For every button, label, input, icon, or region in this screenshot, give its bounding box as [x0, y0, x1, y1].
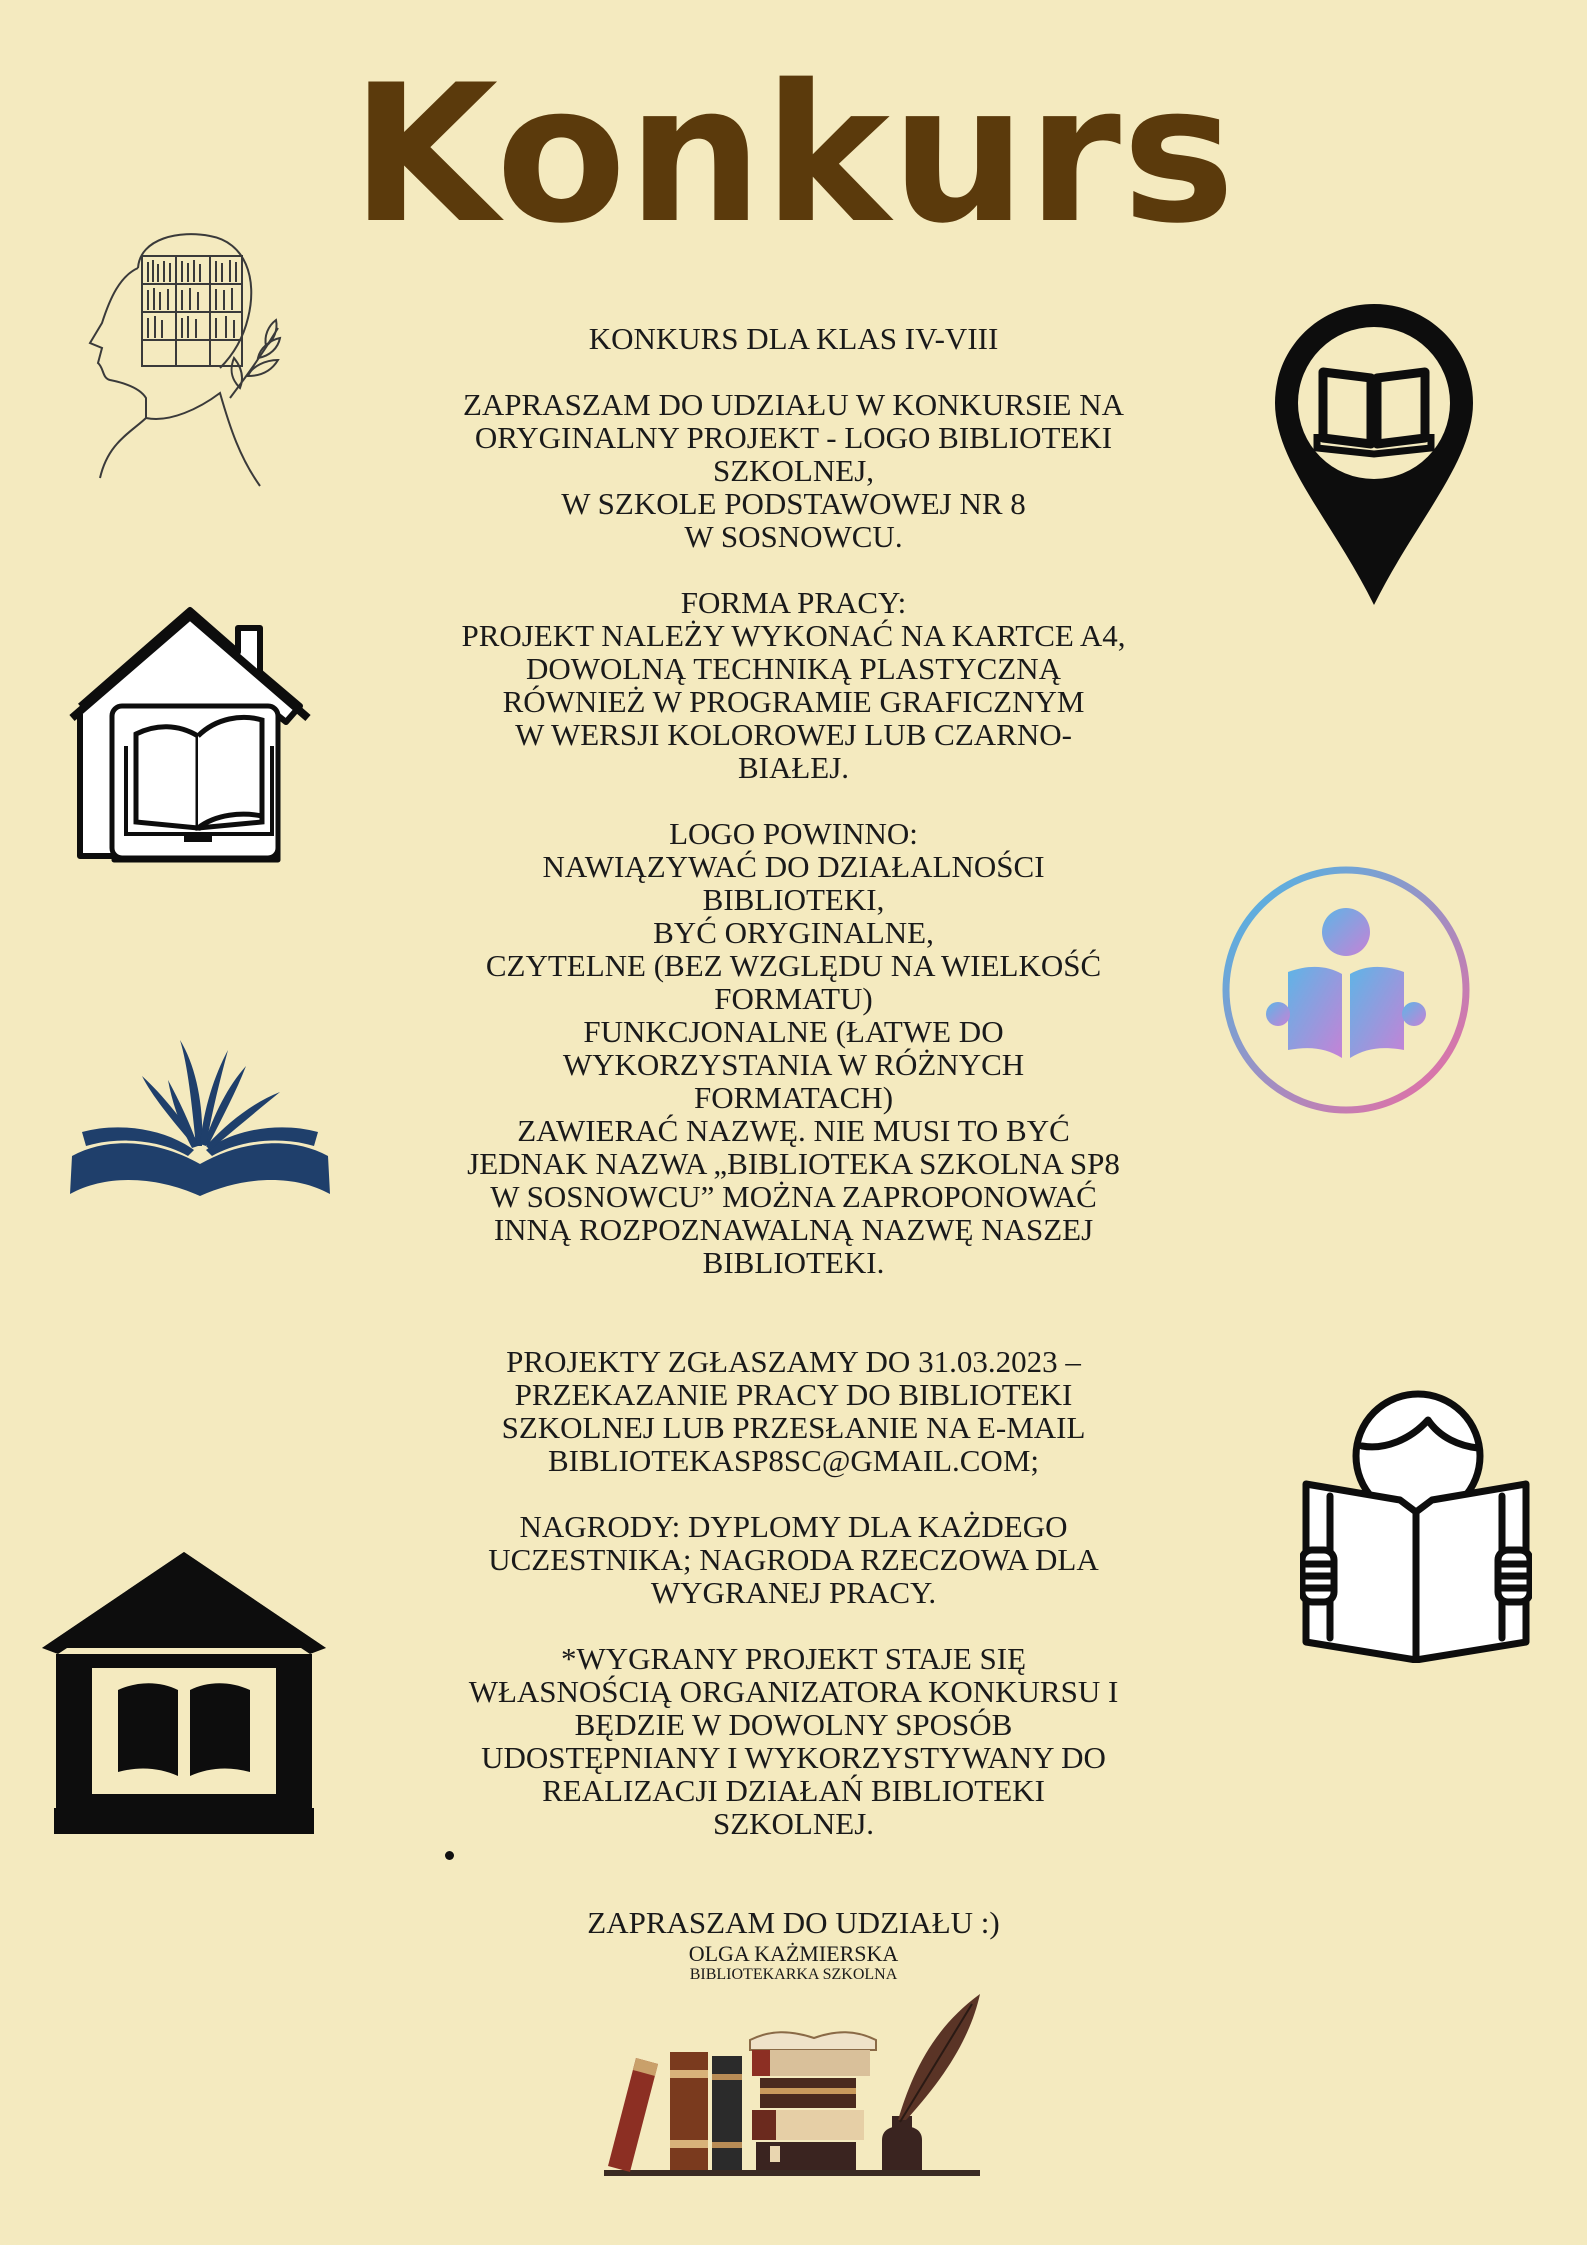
body-line: RÓWNIEŻ W PROGRAMIE GRAFICZNYM — [502, 684, 1085, 719]
body-line: NAWIĄZYWAĆ DO DZIAŁALNOŚCI — [542, 849, 1045, 884]
body-line: WYKORZYSTANIA W RÓŻNYCH — [562, 1047, 1025, 1082]
body-line: WYGRANEJ PRACY. — [650, 1575, 937, 1610]
body-line: FUNKCJONALNE (ŁATWE DO — [583, 1014, 1004, 1049]
body-line: W SOSNOWCU” MOŻNA ZAPROPONOWAĆ — [490, 1179, 1097, 1214]
library-building-book-icon — [40, 1550, 328, 1835]
body-line: PROJEKTY ZGŁASZAMY DO 31.03.2023 – — [506, 1344, 1081, 1379]
body-line: INNĄ ROZPOZNAWALNĄ NAZWĘ NASZEJ — [493, 1212, 1094, 1247]
blank-line — [395, 1609, 1192, 1642]
reader-circle-icon — [1218, 862, 1474, 1118]
body-line: WŁASNOŚCIĄ ORGANIZATORA KONKURSU I — [468, 1674, 1119, 1709]
body-line: JEDNAK NAZWA „BIBLIOTEKA SZKOLNA SP8 — [467, 1146, 1120, 1181]
body-line: SZKOLNEJ, — [712, 453, 875, 488]
page-title: Konkurs — [350, 44, 1237, 265]
body-line: KONKURS DLA KLAS IV-VIII — [588, 321, 999, 356]
body-line: ORYGINALNY PROJEKT - LOGO BIBLIOTEKI — [474, 420, 1113, 455]
body-line: W SZKOLE PODSTAWOWEJ NR 8 — [561, 486, 1026, 521]
body-line: REALIZACJI DZIAŁAŃ BIBLIOTEKI — [542, 1773, 1045, 1808]
body-line: BIBLIOTEKI, — [702, 882, 885, 917]
body-line: PROJEKT NALEŻY WYKONAĆ NA KARTCE A4, — [461, 618, 1126, 653]
blank-line — [395, 355, 1192, 388]
bullet-dot — [445, 1851, 454, 1860]
body-line: CZYTELNE (BEZ WZGLĘDU NA WIELKOŚĆ — [485, 948, 1102, 983]
open-book-pages-icon — [68, 1036, 333, 1196]
body-line: BIBLIOTEKASP8SC@GMAIL.COM; — [547, 1443, 1039, 1478]
body-line: UCZESTNIKA; NAGRODA RZECZOWA DLA — [488, 1542, 1099, 1577]
body-line: W WERSJI KOLOROWEJ LUB CZARNO- — [515, 717, 1072, 752]
signature-name: OLGA KAŻMIERSKA — [688, 1941, 899, 1966]
body-line: FORMATACH) — [693, 1080, 894, 1115]
blank-line — [395, 1279, 1192, 1312]
blank-line — [395, 784, 1192, 817]
contest-description — [395, 322, 1192, 1939]
location-pin-book-icon — [1273, 302, 1475, 607]
body-line: UDOSTĘPNIANY I WYKORZYSTYWANY DO — [481, 1740, 1106, 1775]
woman-head-bookshelf-icon — [80, 228, 285, 488]
blank-line — [395, 1312, 1192, 1345]
body-line: BYĆ ORYGINALNE, — [653, 915, 934, 950]
body-line: ZAPRASZAM DO UDZIAŁU W KONKURSIE NA — [462, 387, 1125, 422]
body-line: SZKOLNEJ LUB PRZESŁANIE NA E-MAIL — [501, 1410, 1086, 1445]
books-quill-inkwell-icon — [600, 1990, 990, 2180]
person-reading-book-icon — [1300, 1388, 1532, 1663]
body-line: BĘDZIE W DOWOLNY SPOSÓB — [574, 1707, 1013, 1742]
blank-line — [395, 553, 1192, 586]
body-line: ZAWIERAĆ NAZWĘ. NIE MUSI TO BYĆ — [517, 1113, 1070, 1148]
signature — [595, 1942, 992, 1984]
body-line: DOWOLNĄ TECHNIKĄ PLASTYCZNĄ — [525, 651, 1061, 686]
blank-line — [395, 1873, 1192, 1906]
body-line: NAGRODY: DYPLOMY DLA KAŻDEGO — [519, 1509, 1068, 1544]
body-line: SZKOLNEJ. — [712, 1806, 875, 1841]
body-line: PRZEKAZANIE PRACY DO BIBLIOTEKI — [514, 1377, 1073, 1412]
body-line: BIAŁEJ. — [737, 750, 850, 785]
body-line: FORMATU) — [714, 981, 873, 1016]
blank-line — [395, 1477, 1192, 1510]
body-line: FORMA PRACY: — [680, 585, 907, 620]
body-line: W SOSNOWCU. — [684, 519, 903, 554]
body-line: ZAPRASZAM DO UDZIAŁU :) — [587, 1905, 1000, 1940]
body-line: LOGO POWINNO: — [669, 816, 918, 851]
body-line: *WYGRANY PROJEKT STAJE SIĘ — [560, 1641, 1027, 1676]
house-book-icon — [66, 606, 314, 866]
body-line: BIBLIOTEKI. — [702, 1245, 885, 1280]
signature-role: BIBLIOTEKARKA SZKOLNA — [689, 1966, 898, 1983]
blank-line — [395, 1840, 1192, 1873]
